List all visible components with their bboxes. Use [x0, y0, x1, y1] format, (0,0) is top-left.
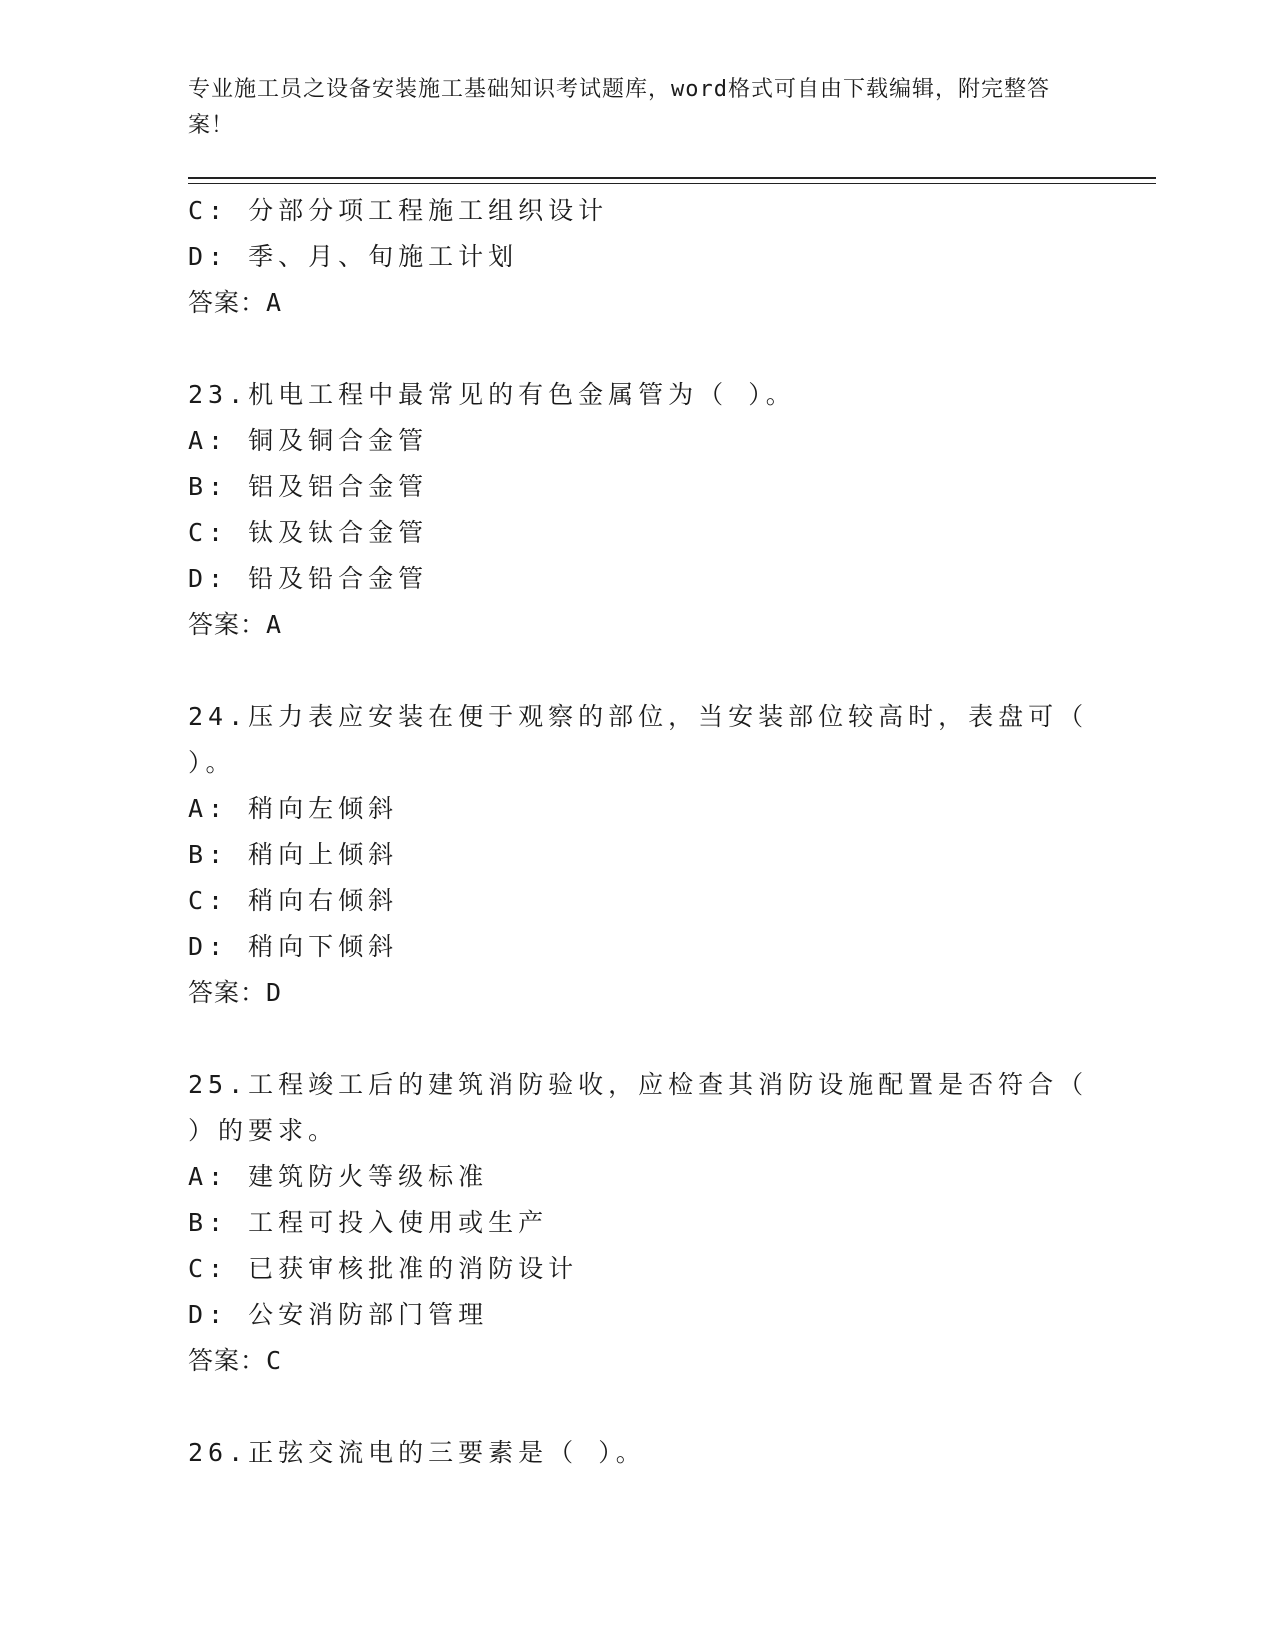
- option-text: 稍向左倾斜: [248, 794, 399, 823]
- question-stem-line-2: ）。: [188, 748, 236, 777]
- header-rule-thin: [188, 183, 1156, 184]
- question-stem: 23.机电工程中最常见的有色金属管为（ ）。: [188, 380, 796, 409]
- option-label: C:: [188, 886, 229, 915]
- option-label: C:: [188, 196, 229, 225]
- question-23: [188, 372, 1068, 648]
- option-text: 已获审核批准的消防设计: [248, 1254, 579, 1283]
- option-a: [188, 786, 1068, 832]
- question-25: [188, 1062, 1089, 1384]
- option-b: [188, 464, 1068, 510]
- answer-value: A: [266, 610, 283, 639]
- answer-label: 答案：: [188, 978, 267, 1007]
- option-d: [188, 1292, 1068, 1338]
- option-label: C:: [188, 1254, 229, 1283]
- answer-value: A: [266, 288, 283, 317]
- question-stem-line-1: 24.压力表应安装在便于观察的部位，当安装部位较高时，表盘可（: [188, 702, 1089, 731]
- option-text: 稍向右倾斜: [248, 886, 399, 915]
- option-c: [188, 1246, 1068, 1292]
- option-label: D:: [188, 564, 229, 593]
- option-text: 铜及铜合金管: [248, 426, 429, 455]
- answer-line: [188, 970, 1068, 1016]
- option-text: 季、月、旬施工计划: [248, 242, 519, 271]
- option-text: 铝及铝合金管: [248, 472, 429, 501]
- option-label: D:: [188, 242, 229, 271]
- option-label: A:: [188, 1162, 229, 1191]
- option-text: 公安消防部门管理: [248, 1300, 489, 1329]
- option-a: [188, 418, 1068, 464]
- option-text: 分部分项工程施工组织设计: [248, 196, 609, 225]
- question-list: [188, 188, 1089, 1476]
- option-label: B:: [188, 1208, 229, 1237]
- question-stem: 26.正弦交流电的三要素是（ ）。: [188, 1438, 646, 1467]
- option-d: [188, 556, 1068, 602]
- option-d: [188, 234, 1068, 280]
- option-b: [188, 1200, 1068, 1246]
- answer-label: 答案：: [188, 1346, 267, 1375]
- option-label: B:: [188, 840, 229, 869]
- option-text: 稍向上倾斜: [248, 840, 399, 869]
- answer-line: [188, 280, 1068, 326]
- option-text: 建筑防火等级标准: [248, 1162, 489, 1191]
- question-stem-line-2: ）的要求。: [188, 1116, 339, 1145]
- spacer: [188, 326, 1068, 372]
- option-text: 铅及铅合金管: [248, 564, 429, 593]
- question-26: [188, 1430, 1068, 1476]
- option-text: 钛及钛合金管: [248, 518, 429, 547]
- answer-label: 答案：: [188, 610, 267, 639]
- option-label: A:: [188, 426, 229, 455]
- option-label: B:: [188, 472, 229, 501]
- question-24: [188, 694, 1089, 1016]
- option-c: [188, 188, 1068, 234]
- question-22-fragment: [188, 188, 1068, 326]
- page-header: 专业施工员之设备安装施工基础知识考试题库，word格式可自由下载编辑，附完整答案！: [188, 77, 1050, 138]
- option-a: [188, 1154, 1068, 1200]
- option-label: D:: [188, 1300, 229, 1329]
- answer-line: [188, 1338, 1068, 1384]
- question-stem-line-1: 25.工程竣工后的建筑消防验收，应检查其消防设施配置是否符合（: [188, 1070, 1089, 1099]
- header-rule-thick: [188, 177, 1156, 179]
- spacer: [188, 648, 1068, 694]
- option-c: [188, 510, 1068, 556]
- answer-line: [188, 602, 1068, 648]
- spacer: [188, 1016, 1068, 1062]
- option-label: C:: [188, 518, 229, 547]
- option-text: 工程可投入使用或生产: [248, 1208, 549, 1237]
- option-label: A:: [188, 794, 229, 823]
- answer-label: 答案：: [188, 288, 267, 317]
- option-label: D:: [188, 932, 229, 961]
- answer-value: C: [266, 1346, 283, 1375]
- option-d: [188, 924, 1068, 970]
- answer-value: D: [266, 978, 283, 1007]
- option-b: [188, 832, 1068, 878]
- option-text: 稍向下倾斜: [248, 932, 399, 961]
- spacer: [188, 1384, 1068, 1430]
- option-c: [188, 878, 1068, 924]
